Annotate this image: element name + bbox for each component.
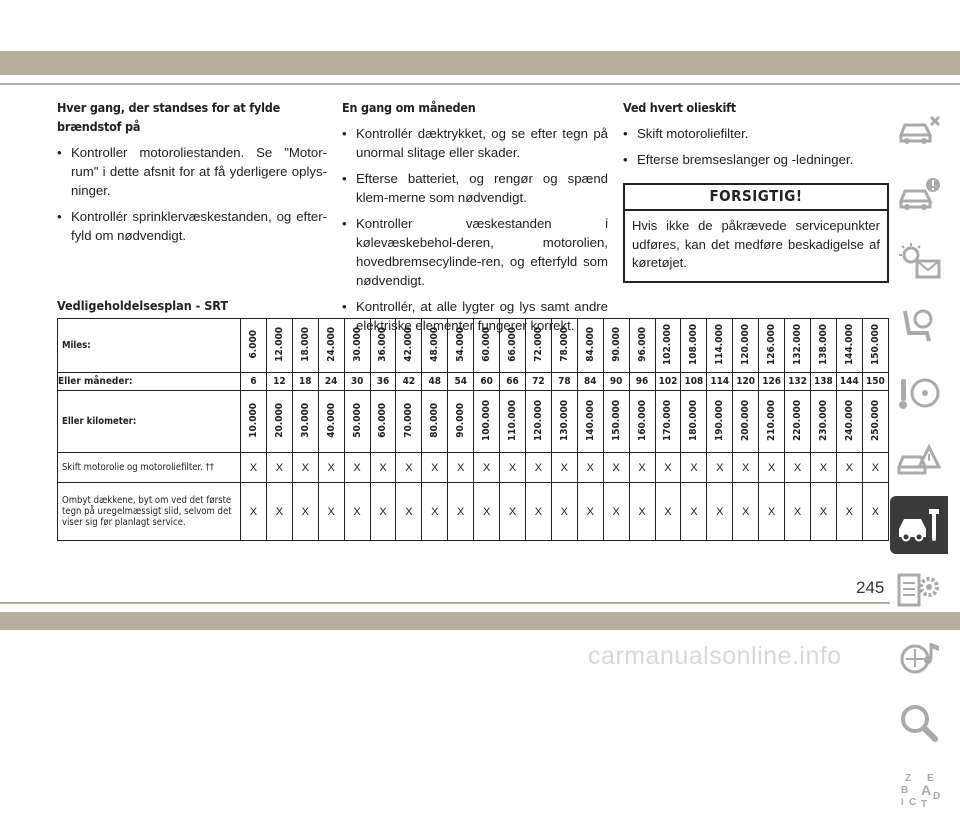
- tab-key-steering[interactable]: [890, 364, 948, 422]
- oil-change-mark: X: [759, 453, 785, 483]
- oil-change-mark: X: [785, 453, 811, 483]
- months-cell: 84: [577, 373, 603, 391]
- tab-alphabet-index[interactable]: [890, 760, 948, 818]
- oil-change-mark: X: [266, 453, 292, 483]
- index-letter: B: [901, 785, 909, 796]
- km-value: 120.000: [532, 399, 544, 441]
- miles-value: 114.000: [714, 323, 726, 365]
- miles-value: 138.000: [817, 323, 829, 365]
- tire-rotation-mark: X: [266, 483, 292, 541]
- caution-text: Hvis ikke de påkrævede servicepunkter udføres, kan det medføre beskadigelse af køretøjet.: [632, 218, 880, 270]
- oil-change-mark: X: [292, 453, 318, 483]
- miles-value: 48.000: [429, 326, 441, 362]
- months-cell: 126: [759, 373, 785, 391]
- km-cell: [603, 391, 629, 453]
- miles-cell: [422, 319, 448, 373]
- km-row: [58, 391, 889, 453]
- km-value: 60.000: [377, 402, 389, 438]
- index-letter: T: [921, 799, 928, 810]
- months-row: [58, 373, 889, 391]
- tab-airbag-seat[interactable]: [890, 298, 948, 356]
- km-value: 100.000: [481, 399, 493, 441]
- km-cell: [862, 391, 888, 453]
- refuel-heading: Hver gang, der standses for at fylde brændstof på: [57, 100, 281, 134]
- oil-change-mark: X: [836, 453, 862, 483]
- oil-change-mark: X: [862, 453, 888, 483]
- km-value: 20.000: [273, 402, 285, 438]
- km-value: 40.000: [325, 402, 337, 438]
- miles-value: 102.000: [662, 323, 674, 365]
- tab-car-warning[interactable]: [890, 166, 948, 224]
- months-cell: 96: [629, 373, 655, 391]
- tire-rotation-mark: X: [577, 483, 603, 541]
- months-cell: 24: [318, 373, 344, 391]
- miles-value: 84.000: [584, 326, 596, 362]
- monthly-heading: En gang om måneden: [342, 100, 476, 115]
- tab-lights-message[interactable]: [890, 232, 948, 290]
- tire-rotation-mark: X: [862, 483, 888, 541]
- oil-change-mark: X: [474, 453, 500, 483]
- km-value: 200.000: [740, 399, 752, 441]
- miles-value: 54.000: [455, 326, 467, 362]
- km-cell: [370, 391, 396, 453]
- km-cell: [396, 391, 422, 453]
- miles-value: 18.000: [299, 326, 311, 362]
- miles-cell: [836, 319, 862, 373]
- miles-value: 30.000: [351, 326, 363, 362]
- tire-rotation-mark: X: [396, 483, 422, 541]
- km-cell: [525, 391, 551, 453]
- km-cell: [785, 391, 811, 453]
- miles-cell: [370, 319, 396, 373]
- car-info-icon: [897, 109, 941, 149]
- km-value: 30.000: [299, 402, 311, 438]
- km-value: 240.000: [843, 399, 855, 441]
- tab-car-info[interactable]: [890, 100, 948, 158]
- monthly-bullet: • Kontrollér dæktrykket, og se efter tegn på unormal slitage eller skader.: [342, 124, 608, 162]
- km-cell: [629, 391, 655, 453]
- column-oil-change: [623, 98, 888, 283]
- miles-cell: [396, 319, 422, 373]
- oil-change-mark: X: [525, 453, 551, 483]
- tire-rotation-mark: X: [422, 483, 448, 541]
- bottom-decor-band: [0, 612, 960, 630]
- tire-rotation-mark: X: [318, 483, 344, 541]
- miles-cell: [551, 319, 577, 373]
- months-cell: 72: [525, 373, 551, 391]
- miles-value: 90.000: [610, 326, 622, 362]
- miles-cell: [448, 319, 474, 373]
- miles-cell: [785, 319, 811, 373]
- miles-label: Miles:: [58, 319, 241, 373]
- km-cell: [551, 391, 577, 453]
- index-letter: A: [921, 782, 932, 798]
- oil-change-mark: X: [810, 453, 836, 483]
- months-cell: 114: [707, 373, 733, 391]
- km-cell: [577, 391, 603, 453]
- oil-change-bullet: • Skift motoroliefilter.: [623, 124, 888, 143]
- months-cell: 18: [292, 373, 318, 391]
- km-value: 190.000: [714, 399, 726, 441]
- km-cell: [681, 391, 707, 453]
- miles-value: 120.000: [740, 323, 752, 365]
- oil-change-mark: X: [655, 453, 681, 483]
- specs-gears-icon: [897, 571, 941, 611]
- months-cell: 132: [785, 373, 811, 391]
- km-value: 250.000: [869, 399, 881, 441]
- miles-value: 144.000: [843, 323, 855, 365]
- bottom-decor-line: [0, 602, 890, 604]
- months-cell: 108: [681, 373, 707, 391]
- km-value: 180.000: [688, 399, 700, 441]
- oil-change-label: Skift motorolie og motoroliefilter. ††: [58, 453, 241, 483]
- maintenance-schedule-table: [57, 318, 889, 541]
- km-value: 10.000: [247, 402, 259, 438]
- tire-rotation-mark: X: [500, 483, 526, 541]
- km-value: 50.000: [351, 402, 363, 438]
- monthly-bullet: • Kontrollér, at alle lygter og lys samt andre elektriske elementer fungerer korrekt.: [342, 297, 608, 335]
- km-cell: [836, 391, 862, 453]
- tire-rotation-mark: X: [525, 483, 551, 541]
- miles-cell: [629, 319, 655, 373]
- miles-value: 96.000: [636, 326, 648, 362]
- km-value: 80.000: [429, 402, 441, 438]
- miles-cell: [474, 319, 500, 373]
- tire-rotation-mark: X: [759, 483, 785, 541]
- tire-rotation-mark: X: [448, 483, 474, 541]
- index-letter: D: [933, 791, 941, 802]
- miles-cell: [759, 319, 785, 373]
- tab-music-navigation[interactable]: [890, 628, 948, 686]
- tire-rotation-mark: X: [629, 483, 655, 541]
- page-number: 245: [856, 578, 885, 597]
- index-letter: Z: [905, 773, 912, 784]
- km-label: Eller kilometer:: [58, 391, 241, 453]
- months-cell: 144: [836, 373, 862, 391]
- km-cell: [474, 391, 500, 453]
- airbag-seat-icon: [897, 307, 941, 347]
- chapter-sidebar: [890, 100, 950, 826]
- miles-cell: [318, 319, 344, 373]
- km-value: 170.000: [662, 399, 674, 441]
- column-monthly: [342, 98, 608, 335]
- top-decor-band: [0, 51, 960, 75]
- miles-cell: [810, 319, 836, 373]
- km-value: 160.000: [636, 399, 648, 441]
- tab-car-tools[interactable]: [890, 496, 948, 554]
- km-cell: [810, 391, 836, 453]
- km-cell: [448, 391, 474, 453]
- months-cell: 138: [810, 373, 836, 391]
- months-label: Eller måneder:: [58, 373, 241, 391]
- miles-cell: [862, 319, 888, 373]
- months-cell: 102: [655, 373, 681, 391]
- km-value: 220.000: [791, 399, 803, 441]
- tire-rotation-mark: X: [344, 483, 370, 541]
- km-cell: [759, 391, 785, 453]
- miles-cell: [292, 319, 318, 373]
- miles-cell: [681, 319, 707, 373]
- miles-cell: [266, 319, 292, 373]
- oil-change-mark: X: [422, 453, 448, 483]
- oil-change-mark: X: [396, 453, 422, 483]
- index-letter: E: [927, 773, 934, 784]
- tire-rotation-mark: X: [733, 483, 759, 541]
- months-cell: 150: [862, 373, 888, 391]
- months-cell: 6: [241, 373, 267, 391]
- months-cell: 48: [422, 373, 448, 391]
- months-cell: 66: [500, 373, 526, 391]
- lights-message-icon: [897, 241, 941, 281]
- oil-change-mark: X: [551, 453, 577, 483]
- km-value: 150.000: [610, 399, 622, 441]
- km-cell: [655, 391, 681, 453]
- km-cell: [422, 391, 448, 453]
- watermark: carmanualsonline.info: [588, 642, 842, 670]
- miles-cell: [344, 319, 370, 373]
- months-cell: 78: [551, 373, 577, 391]
- miles-cell: [500, 319, 526, 373]
- tire-rotation-mark: X: [551, 483, 577, 541]
- miles-value: 36.000: [377, 326, 389, 362]
- km-cell: [318, 391, 344, 453]
- key-steering-icon: [897, 373, 941, 413]
- km-cell: [266, 391, 292, 453]
- miles-cell: [733, 319, 759, 373]
- months-cell: 120: [733, 373, 759, 391]
- car-tools-icon: [897, 505, 941, 545]
- km-cell: [707, 391, 733, 453]
- tire-rotation-label: Ombyt dækkene, byt om ved det første tegn på uregelmæssigt slid, selvom det viser sig før planlagt service.: [58, 483, 241, 541]
- km-value: 130.000: [558, 399, 570, 441]
- km-value: 90.000: [455, 402, 467, 438]
- miles-cell: [525, 319, 551, 373]
- car-emergency-icon: [897, 439, 941, 479]
- miles-value: 24.000: [325, 326, 337, 362]
- tire-rotation-mark: X: [836, 483, 862, 541]
- oil-change-mark: X: [241, 453, 267, 483]
- caution-box: [623, 183, 889, 283]
- km-value: 70.000: [403, 402, 415, 438]
- oil-change-mark: X: [577, 453, 603, 483]
- oil-change-mark: X: [707, 453, 733, 483]
- months-cell: 90: [603, 373, 629, 391]
- miles-value: 12.000: [273, 326, 285, 362]
- km-value: 230.000: [817, 399, 829, 441]
- oil-change-mark: X: [344, 453, 370, 483]
- oil-change-mark: X: [318, 453, 344, 483]
- tire-rotation-mark: X: [655, 483, 681, 541]
- miles-value: 6.000: [247, 329, 259, 359]
- miles-cell: [603, 319, 629, 373]
- oil-change-mark: X: [629, 453, 655, 483]
- months-cell: 60: [474, 373, 500, 391]
- months-cell: 12: [266, 373, 292, 391]
- miles-value: 66.000: [507, 326, 519, 362]
- search-index-icon: [897, 703, 941, 743]
- km-value: 110.000: [507, 399, 519, 441]
- months-cell: 36: [370, 373, 396, 391]
- oil-change-mark: X: [500, 453, 526, 483]
- tire-rotation-mark: X: [474, 483, 500, 541]
- months-cell: 54: [448, 373, 474, 391]
- miles-value: 150.000: [869, 323, 881, 365]
- tire-rotation-mark: X: [241, 483, 267, 541]
- tire-rotation-mark: X: [292, 483, 318, 541]
- km-value: 140.000: [584, 399, 596, 441]
- oil-change-bullet: • Efterse bremseslanger og -ledninger.: [623, 150, 888, 169]
- tire-rotation-row: [58, 483, 889, 541]
- monthly-bullet: • Kontroller væskestanden i kølevæskebehol-deren, motorolien, hovedbremsecylinde-ren, og efterfyld som nødvendigt.: [342, 214, 608, 290]
- tire-rotation-mark: X: [810, 483, 836, 541]
- car-warning-icon: [897, 175, 941, 215]
- km-cell: [733, 391, 759, 453]
- months-cell: 42: [396, 373, 422, 391]
- alphabet-index-icon: [897, 769, 941, 809]
- oil-change-mark: X: [733, 453, 759, 483]
- miles-value: 108.000: [688, 323, 700, 365]
- miles-cell: [577, 319, 603, 373]
- km-cell: [500, 391, 526, 453]
- tire-rotation-mark: X: [707, 483, 733, 541]
- tire-rotation-mark: X: [785, 483, 811, 541]
- miles-cell: [655, 319, 681, 373]
- index-letter: C: [909, 797, 917, 808]
- schedule-title: Vedligeholdelsesplan - SRT: [57, 298, 229, 313]
- oil-change-mark: X: [603, 453, 629, 483]
- tab-car-emergency[interactable]: [890, 430, 948, 488]
- miles-value: 72.000: [532, 326, 544, 362]
- miles-value: 78.000: [558, 326, 570, 362]
- top-decor-line: [0, 83, 960, 85]
- column-refuel: [57, 98, 327, 245]
- refuel-bullet: • Kontrollér sprinklervæskestanden, og efter-fyld om nødvendigt.: [57, 207, 327, 245]
- km-cell: [292, 391, 318, 453]
- tab-search-index[interactable]: [890, 694, 948, 752]
- miles-cell: [707, 319, 733, 373]
- months-cell: 30: [344, 373, 370, 391]
- tire-rotation-mark: X: [603, 483, 629, 541]
- music-navigation-icon: [897, 637, 941, 677]
- miles-row: [58, 319, 889, 373]
- tire-rotation-mark: X: [370, 483, 396, 541]
- oil-change-mark: X: [681, 453, 707, 483]
- refuel-bullet: • Kontroller motoroliestanden. Se "Motor-rum" i dette afsnit for at få yderligere oplys-ninger.: [57, 143, 327, 200]
- monthly-bullet: • Efterse batteriet, og rengør og spænd klem-merne som nødvendigt.: [342, 169, 608, 207]
- km-cell: [241, 391, 267, 453]
- tire-rotation-mark: X: [681, 483, 707, 541]
- km-cell: [344, 391, 370, 453]
- miles-value: 42.000: [403, 326, 415, 362]
- index-letter: I: [901, 797, 904, 807]
- caution-title: FORSIGTIG!: [625, 185, 887, 211]
- km-value: 210.000: [766, 399, 778, 441]
- miles-value: 126.000: [766, 323, 778, 365]
- miles-cell: [241, 319, 267, 373]
- miles-value: 132.000: [791, 323, 803, 365]
- oil-change-row: [58, 453, 889, 483]
- oil-change-mark: X: [448, 453, 474, 483]
- miles-value: 60.000: [481, 326, 493, 362]
- oil-change-mark: X: [370, 453, 396, 483]
- oil-change-heading: Ved hvert olieskift: [623, 100, 736, 115]
